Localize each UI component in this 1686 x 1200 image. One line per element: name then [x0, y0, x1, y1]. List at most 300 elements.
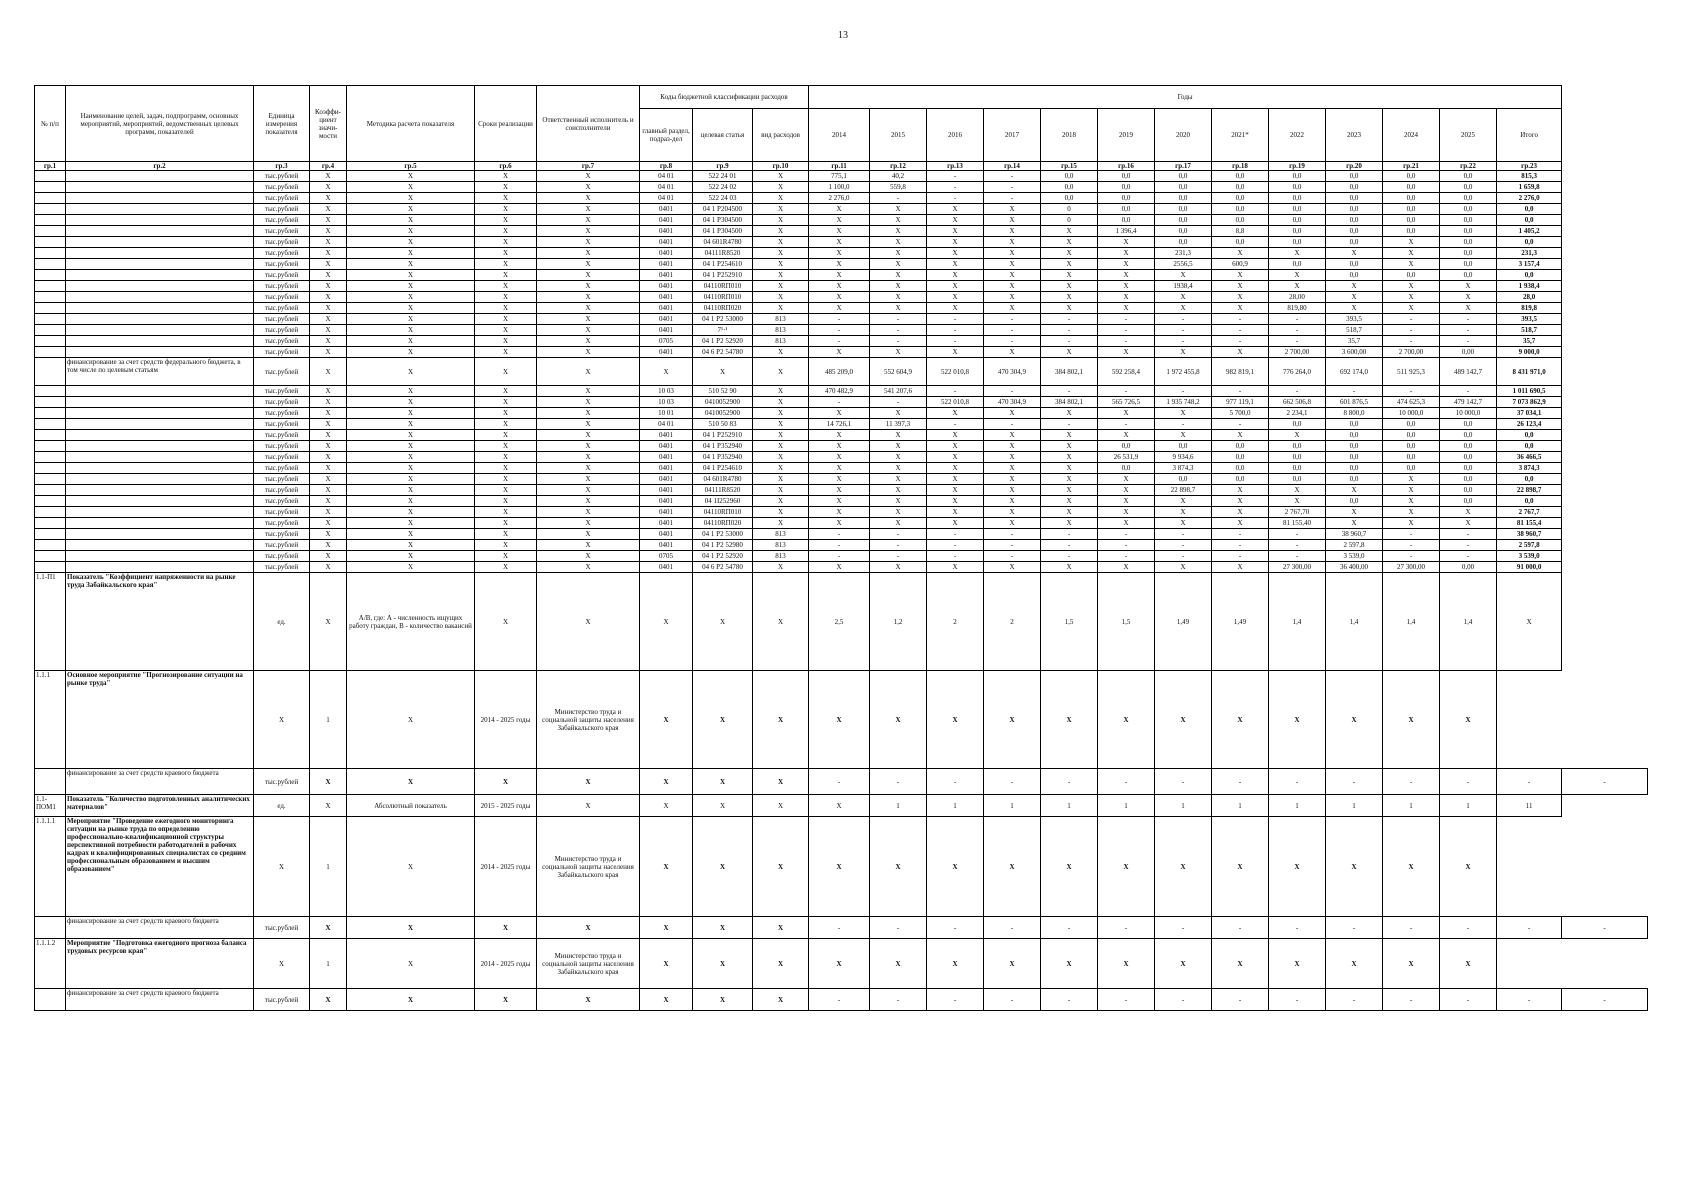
table-cell: X: [693, 817, 753, 917]
table-cell: X: [753, 474, 809, 485]
table-cell: X: [537, 795, 640, 817]
table-cell: X: [347, 917, 475, 939]
header-coefficient: Коэффи-циент значи-мости: [310, 86, 347, 162]
table-cell: -: [1212, 419, 1269, 430]
table-cell: X: [475, 193, 537, 204]
table-cell: -: [1269, 989, 1326, 1011]
table-cell: 0401: [640, 452, 693, 463]
table-cell: X: [347, 441, 475, 452]
table-cell: X: [347, 463, 475, 474]
row-name-cell: [66, 292, 254, 303]
table-cell: X: [927, 292, 984, 303]
table-cell: X: [1098, 507, 1155, 518]
table-cell: X: [809, 795, 870, 817]
table-cell: 565 726,5: [1098, 397, 1155, 408]
row-number-cell: 1.1-ПОМ1: [35, 795, 66, 817]
table-cell: X: [310, 496, 347, 507]
table-cell: X: [927, 452, 984, 463]
table-cell: X: [1041, 237, 1098, 248]
table-cell: -: [1155, 419, 1212, 430]
table-cell: X: [809, 292, 870, 303]
table-cell: 28,0: [1497, 292, 1562, 303]
header-section: главный раздел, подраз-дел: [640, 109, 693, 162]
table-cell: 0,0: [1440, 171, 1497, 182]
table-cell: X: [475, 259, 537, 270]
coefficient-cell: 1: [310, 671, 347, 769]
table-row: [35, 408, 1648, 419]
table-cell: X: [1269, 281, 1326, 292]
table-cell: X: [809, 248, 870, 259]
table-cell: X: [984, 408, 1041, 419]
table-cell: 0,0: [1155, 215, 1212, 226]
row-number-cell: [35, 485, 66, 496]
table-cell: 7¹·¹: [693, 325, 753, 336]
table-cell: X: [1155, 270, 1212, 281]
row-number-cell: [35, 193, 66, 204]
table-cell: 04 6 P2 54780: [693, 347, 753, 358]
table-cell: X: [870, 204, 927, 215]
table-cell: 0,0: [1155, 474, 1212, 485]
table-cell: тыс.рублей: [254, 248, 310, 259]
table-cell: 35,7: [1497, 336, 1562, 347]
table-cell: 0,0: [1497, 215, 1562, 226]
table-cell: X: [1098, 347, 1155, 358]
table-cell: X: [1269, 496, 1326, 507]
table-cell: 0,0: [1326, 430, 1383, 441]
table-cell: X: [475, 419, 537, 430]
table-cell: 0,0: [1098, 204, 1155, 215]
table-cell: X: [347, 226, 475, 237]
row-name-cell: [66, 463, 254, 474]
table-cell: 0,0: [1383, 204, 1440, 215]
table-cell: X: [1041, 259, 1098, 270]
table-cell: 38 960,7: [1497, 529, 1562, 540]
table-cell: 0401: [640, 562, 693, 573]
table-cell: X: [984, 270, 1041, 281]
header-years: Годы: [809, 86, 1562, 109]
table-cell: X: [809, 281, 870, 292]
table-cell: X: [347, 292, 475, 303]
table-cell: -: [1440, 336, 1497, 347]
table-cell: 2: [927, 573, 984, 671]
table-cell: X: [1383, 518, 1440, 529]
table-cell: X: [537, 171, 640, 182]
row-number-cell: [35, 292, 66, 303]
table-cell: X: [1212, 562, 1269, 573]
table-cell: 522 010,8: [927, 397, 984, 408]
table-cell: X: [870, 474, 927, 485]
table-cell: X: [640, 769, 693, 795]
table-cell: 470 304,9: [984, 397, 1041, 408]
table-cell: X: [475, 989, 537, 1011]
table-cell: X: [927, 441, 984, 452]
table-cell: 04 6 P2 54780: [693, 562, 753, 573]
table-cell: X: [1383, 671, 1440, 769]
table-cell: -: [1383, 314, 1440, 325]
table-cell: X: [1041, 347, 1098, 358]
table-cell: 0,0: [1269, 419, 1326, 430]
table-cell: X: [809, 215, 870, 226]
table-cell: X: [753, 347, 809, 358]
table-cell: X: [1041, 226, 1098, 237]
table-cell: X: [347, 270, 475, 281]
table-cell: тыс.рублей: [254, 397, 310, 408]
table-cell: X: [984, 292, 1041, 303]
table-cell: -: [1041, 989, 1098, 1011]
row-number-cell: [35, 171, 66, 182]
table-cell: X: [537, 281, 640, 292]
header-period: Сроки реализации: [475, 86, 537, 162]
table-cell: 982 819,1: [1212, 358, 1269, 386]
unit-cell: X: [254, 671, 310, 769]
table-cell: X: [870, 408, 927, 419]
table-cell: -: [809, 769, 870, 795]
table-cell: X: [927, 408, 984, 419]
table-cell: 2 700,00: [1383, 347, 1440, 358]
table-cell: X: [927, 259, 984, 270]
table-cell: тыс.рублей: [254, 562, 310, 573]
table-cell: 0,0: [1212, 171, 1269, 182]
row-name-cell: Показатель "Количество подготовленных аналитических материалов": [66, 795, 254, 817]
table-cell: 819,80: [1269, 303, 1326, 314]
table-cell: X: [1326, 518, 1383, 529]
table-cell: X: [1326, 939, 1383, 989]
column-number: гр.21: [1383, 162, 1440, 171]
table-cell: X: [1326, 303, 1383, 314]
table-cell: -: [927, 917, 984, 939]
table-cell: -: [984, 551, 1041, 562]
column-number: гр.9: [693, 162, 753, 171]
table-cell: 1,4: [1440, 573, 1497, 671]
table-cell: X: [984, 259, 1041, 270]
table-cell: X: [347, 507, 475, 518]
table-cell: X: [753, 171, 809, 182]
table-cell: 2 276,0: [1497, 193, 1562, 204]
table-cell: X: [1041, 430, 1098, 441]
table-cell: X: [1041, 248, 1098, 259]
table-cell: 559,8: [870, 182, 927, 193]
table-cell: 0,0: [1497, 204, 1562, 215]
column-number: гр.18: [1212, 162, 1269, 171]
period-cell: 2015 - 2025 годы: [475, 795, 537, 817]
table-cell: 393,5: [1326, 314, 1383, 325]
table-cell: X: [475, 270, 537, 281]
table-cell: 0,0: [1269, 452, 1326, 463]
row-name-cell: [66, 336, 254, 347]
table-cell: 0,0: [1326, 226, 1383, 237]
table-cell: 0,0: [1212, 215, 1269, 226]
table-cell: -: [1098, 419, 1155, 430]
program-table-wrapper: [34, 85, 1648, 1011]
table-cell: X: [870, 248, 927, 259]
table-cell: X: [1041, 292, 1098, 303]
table-cell: X: [753, 237, 809, 248]
row-number-cell: [35, 358, 66, 386]
table-cell: -: [1269, 551, 1326, 562]
table-cell: X: [693, 989, 753, 1011]
table-cell: тыс.рублей: [254, 485, 310, 496]
method-cell: X: [347, 939, 475, 989]
table-cell: 10 03: [640, 386, 693, 397]
table-cell: 815,3: [1497, 171, 1562, 182]
table-cell: 1,4: [1269, 573, 1326, 671]
table-cell: X: [753, 939, 809, 989]
table-cell: -: [984, 314, 1041, 325]
table-cell: 04 1 P2 52920: [693, 336, 753, 347]
table-cell: -: [927, 540, 984, 551]
row-name-cell: финансирование за счет средств краевого бюджета: [66, 769, 254, 795]
table-cell: X: [927, 562, 984, 573]
table-cell: тыс.рублей: [254, 529, 310, 540]
column-number: гр.4: [310, 162, 347, 171]
table-cell: -: [1041, 540, 1098, 551]
row-number-cell: [35, 518, 66, 529]
table-cell: X: [537, 769, 640, 795]
column-number: гр.12: [870, 162, 927, 171]
table-cell: X: [475, 463, 537, 474]
table-cell: 0401: [640, 485, 693, 496]
table-cell: тыс.рублей: [254, 303, 310, 314]
table-cell: X: [1041, 671, 1098, 769]
table-cell: X: [310, 419, 347, 430]
table-cell: 776 264,0: [1269, 358, 1326, 386]
table-cell: X: [475, 917, 537, 939]
table-cell: X: [870, 270, 927, 281]
table-cell: X: [984, 463, 1041, 474]
table-cell: -: [1155, 314, 1212, 325]
table-cell: 0401: [640, 215, 693, 226]
table-cell: тыс.рублей: [254, 507, 310, 518]
table-cell: X: [1326, 817, 1383, 917]
header-unit: Единица измерения показателя: [254, 86, 310, 162]
table-cell: тыс.рублей: [254, 551, 310, 562]
table-cell: 1 011 690,5: [1497, 386, 1562, 397]
table-cell: 0,0: [1383, 226, 1440, 237]
table-cell: X: [1326, 507, 1383, 518]
table-cell: X: [1440, 939, 1497, 989]
table-cell: тыс.рублей: [254, 358, 310, 386]
table-cell: X: [927, 347, 984, 358]
table-cell: -: [1269, 314, 1326, 325]
column-number: гр.7: [537, 162, 640, 171]
table-cell: 0,0: [1383, 182, 1440, 193]
header-target-article: целевая статья: [693, 109, 753, 162]
header-number: № п/п: [35, 86, 66, 162]
table-cell: -: [1440, 989, 1497, 1011]
table-cell: 1,49: [1155, 573, 1212, 671]
table-cell: -: [984, 989, 1041, 1011]
table-cell: X: [693, 917, 753, 939]
table-cell: 1,49: [1212, 573, 1269, 671]
table-cell: 0,0: [1440, 237, 1497, 248]
table-cell: тыс.рублей: [254, 226, 310, 237]
table-cell: 3 539,0: [1326, 551, 1383, 562]
table-cell: -: [1440, 325, 1497, 336]
row-number-cell: [35, 496, 66, 507]
row-name-cell: финансирование за счет средств краевого бюджета: [66, 917, 254, 939]
table-cell: X: [310, 397, 347, 408]
table-cell: -: [927, 171, 984, 182]
table-cell: X: [1212, 248, 1269, 259]
table-cell: -: [984, 540, 1041, 551]
table-cell: X: [984, 518, 1041, 529]
table-cell: X: [1383, 303, 1440, 314]
table-cell: X: [347, 347, 475, 358]
row-number-cell: [35, 474, 66, 485]
header-year-2022: 2022: [1269, 109, 1326, 162]
table-cell: X: [537, 463, 640, 474]
table-cell: 04110RП010: [693, 292, 753, 303]
coefficient-cell: X: [310, 573, 347, 671]
table-cell: 3 539,0: [1497, 551, 1562, 562]
table-cell: X: [870, 226, 927, 237]
table-cell: X: [1098, 671, 1155, 769]
table-row: [35, 281, 1648, 292]
table-cell: X: [809, 408, 870, 419]
table-cell: -: [984, 769, 1041, 795]
table-cell: X: [927, 463, 984, 474]
table-cell: X: [347, 204, 475, 215]
table-cell: X: [310, 769, 347, 795]
row-number-cell: [35, 562, 66, 573]
program-table: [34, 85, 1648, 1011]
table-cell: -: [1155, 386, 1212, 397]
table-cell: 0401: [640, 325, 693, 336]
row-number-cell: [35, 507, 66, 518]
table-cell: 04 01: [640, 171, 693, 182]
row-number-cell: [35, 529, 66, 540]
table-cell: -: [1155, 540, 1212, 551]
table-cell: -: [927, 989, 984, 1011]
table-cell: 592 258,4: [1098, 358, 1155, 386]
table-cell: X: [927, 303, 984, 314]
table-cell: -: [1440, 551, 1497, 562]
table-cell: X: [1383, 507, 1440, 518]
table-cell: 0,0: [1326, 204, 1383, 215]
table-cell: X: [753, 518, 809, 529]
table-cell: X: [310, 408, 347, 419]
table-cell: X: [1212, 817, 1269, 917]
table-cell: X: [310, 215, 347, 226]
table-cell: -: [1269, 336, 1326, 347]
table-cell: -: [1383, 325, 1440, 336]
table-cell: 0,0: [1326, 259, 1383, 270]
table-cell: -: [1562, 917, 1648, 939]
table-cell: тыс.рублей: [254, 386, 310, 397]
header-year-2019: 2019: [1098, 109, 1155, 162]
table-cell: -: [1041, 314, 1098, 325]
table-cell: -: [1212, 540, 1269, 551]
column-number: гр.3: [254, 162, 310, 171]
table-cell: 04110RП020: [693, 518, 753, 529]
table-row: [35, 441, 1648, 452]
table-cell: 37 034,1: [1497, 408, 1562, 419]
table-cell: X: [753, 248, 809, 259]
table-cell: 0,0: [1212, 452, 1269, 463]
table-cell: X: [1098, 303, 1155, 314]
table-cell: 3 874,3: [1155, 463, 1212, 474]
table-cell: X: [927, 270, 984, 281]
table-row: [35, 562, 1648, 573]
table-cell: X: [475, 215, 537, 226]
table-cell: -: [870, 397, 927, 408]
table-cell: X: [809, 817, 870, 917]
table-cell: 0,0: [1440, 496, 1497, 507]
table-cell: X: [753, 408, 809, 419]
row-name-cell: [66, 496, 254, 507]
table-cell: X: [640, 917, 693, 939]
table-row: [35, 171, 1648, 182]
table-cell: X: [537, 314, 640, 325]
table-cell: X: [753, 215, 809, 226]
table-cell: X: [753, 989, 809, 1011]
table-cell: 0,0: [1440, 204, 1497, 215]
table-cell: 0,0: [1041, 193, 1098, 204]
table-row: [35, 529, 1648, 540]
unit-cell: ед.: [254, 573, 310, 671]
table-cell: 22 898,7: [1155, 485, 1212, 496]
table-cell: 0,0: [1155, 226, 1212, 237]
table-cell: 0401: [640, 441, 693, 452]
table-cell: 813: [753, 325, 809, 336]
table-cell: X: [753, 485, 809, 496]
row-name-cell: [66, 408, 254, 419]
coefficient-cell: 1: [310, 817, 347, 917]
table-cell: 04 601R4780: [693, 237, 753, 248]
table-cell: X: [1098, 496, 1155, 507]
table-cell: 0,0: [1155, 204, 1212, 215]
table-cell: 04 1 P252910: [693, 270, 753, 281]
table-cell: X: [310, 259, 347, 270]
table-cell: X: [347, 237, 475, 248]
table-cell: X: [870, 496, 927, 507]
table-cell: X: [1440, 518, 1497, 529]
row-name-cell: [66, 347, 254, 358]
row-number-cell: [35, 281, 66, 292]
table-cell: 977 119,1: [1212, 397, 1269, 408]
table-cell: X: [475, 540, 537, 551]
table-cell: X: [347, 452, 475, 463]
row-name-cell: [66, 226, 254, 237]
table-cell: 0,0: [1440, 215, 1497, 226]
table-cell: 1: [1041, 795, 1098, 817]
table-cell: 9 000,0: [1497, 347, 1562, 358]
table-cell: X: [1098, 270, 1155, 281]
table-cell: -: [870, 540, 927, 551]
table-cell: 0,0: [1041, 171, 1098, 182]
table-cell: 0,00: [1440, 347, 1497, 358]
table-cell: 3 157,4: [1497, 259, 1562, 270]
table-cell: X: [537, 226, 640, 237]
table-cell: X: [1098, 430, 1155, 441]
table-cell: X: [1383, 496, 1440, 507]
row-number-cell: [35, 182, 66, 193]
table-cell: 0,0: [1497, 474, 1562, 485]
table-cell: 489 142,7: [1440, 358, 1497, 386]
table-cell: X: [1383, 292, 1440, 303]
table-cell: -: [1041, 551, 1098, 562]
table-cell: X: [310, 430, 347, 441]
table-cell: -: [870, 314, 927, 325]
table-cell: X: [984, 507, 1041, 518]
table-cell: X: [809, 303, 870, 314]
row-number-cell: [35, 540, 66, 551]
table-cell: X: [1269, 248, 1326, 259]
table-cell: X: [927, 671, 984, 769]
table-cell: -: [1497, 769, 1562, 795]
header-year-2021: 2021*: [1212, 109, 1269, 162]
table-cell: -: [1041, 386, 1098, 397]
